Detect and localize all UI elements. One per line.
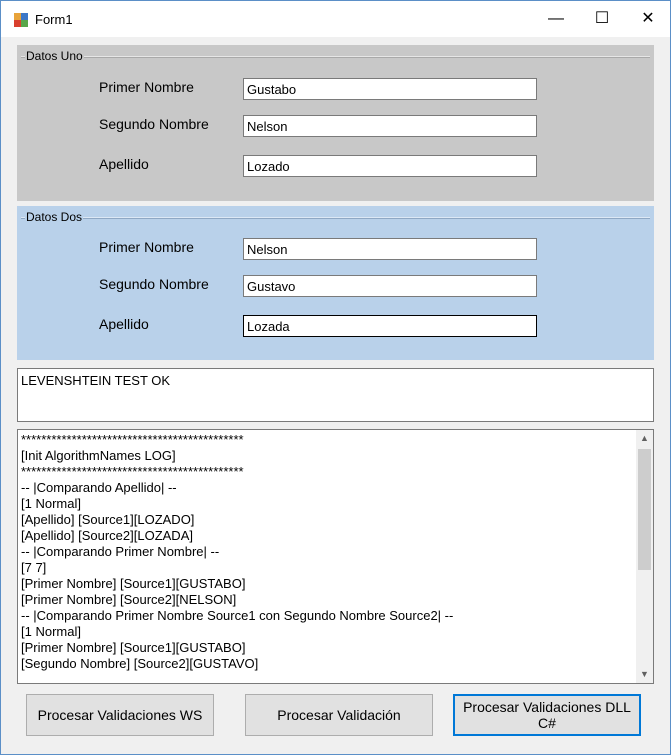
input-primer-nombre-1[interactable] xyxy=(243,78,537,100)
label-apellido: Apellido xyxy=(99,156,149,172)
log-line: ******************************************** xyxy=(21,464,244,479)
log-line: -- |Comparando Primer Nombre Source1 con Segundo Nombre Source2| -- xyxy=(21,608,454,623)
log-line: [Apellido] [Source1][LOZADO] xyxy=(21,512,195,527)
log-line: [Init AlgorithmNames LOG] xyxy=(21,448,176,463)
log-line: -- |Comparando Primer Nombre| -- xyxy=(21,544,220,559)
group-datos-uno xyxy=(17,45,654,201)
log-line: ******************************************** xyxy=(21,432,244,447)
status-textbox[interactable]: LEVENSHTEIN TEST OK xyxy=(17,368,654,422)
log-scrollbar[interactable] xyxy=(636,430,653,683)
log-line: [Primer Nombre] [Source2][NELSON] xyxy=(21,592,237,607)
log-line: [Primer Nombre] [Source1][GUSTABO] xyxy=(21,576,246,591)
maximize-button[interactable]: ☐ xyxy=(594,10,610,27)
group-datos-dos xyxy=(17,206,654,360)
close-button[interactable]: ✕ xyxy=(641,10,655,27)
input-segundo-nombre-1[interactable] xyxy=(243,115,537,137)
log-line: [1 Normal] xyxy=(21,496,81,511)
title-bar[interactable] xyxy=(1,1,670,37)
log-line: -- |Comparando Apellido| -- xyxy=(21,480,177,495)
group-border xyxy=(21,217,650,219)
log-line: [Apellido] [Source2][LOZADA] xyxy=(21,528,193,543)
log-line: [1 Normal] xyxy=(21,624,81,639)
input-segundo-nombre-2[interactable] xyxy=(243,275,537,297)
minimize-button[interactable]: — xyxy=(548,10,564,27)
log-lines xyxy=(21,432,633,672)
scroll-thumb[interactable] xyxy=(638,449,651,570)
label-segundo-nombre: Segundo Nombre xyxy=(99,276,209,292)
log-line: [Segundo Nombre] [Source2][GUSTAVO] xyxy=(21,656,259,671)
input-apellido-1[interactable] xyxy=(243,155,537,177)
app-icon xyxy=(13,12,29,28)
procesar-validaciones-dll-button[interactable]: Procesar Validaciones DLL C# xyxy=(453,694,641,736)
scroll-up-arrow-icon[interactable]: ▲ xyxy=(640,433,649,443)
input-primer-nombre-2[interactable] xyxy=(243,238,537,260)
procesar-validacion-button[interactable]: Procesar Validación xyxy=(245,694,433,736)
log-textbox[interactable] xyxy=(17,429,654,684)
label-primer-nombre: Primer Nombre xyxy=(99,79,194,95)
label-apellido: Apellido xyxy=(99,316,149,332)
group-border xyxy=(21,56,650,58)
group-title: Datos Dos xyxy=(26,210,83,224)
input-apellido-2[interactable] xyxy=(243,315,537,337)
label-primer-nombre: Primer Nombre xyxy=(99,239,194,255)
group-title: Datos Uno xyxy=(26,49,83,63)
log-line: [7 7] xyxy=(21,560,47,575)
scroll-down-arrow-icon[interactable]: ▼ xyxy=(640,669,649,679)
procesar-validaciones-ws-button[interactable]: Procesar Validaciones WS xyxy=(26,694,214,736)
label-segundo-nombre: Segundo Nombre xyxy=(99,116,209,132)
log-line: [Primer Nombre] [Source1][GUSTABO] xyxy=(21,640,246,655)
window-title: Form1 xyxy=(35,12,73,27)
